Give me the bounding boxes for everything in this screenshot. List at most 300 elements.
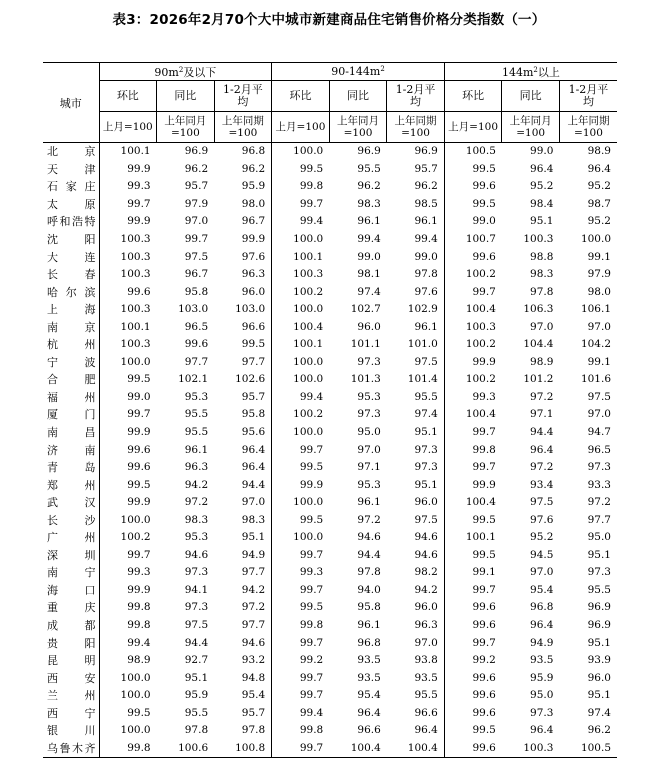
table-row	[43, 143, 617, 161]
index-value: 95.1	[184, 671, 209, 684]
measure-header: 1-2月平均	[559, 81, 617, 112]
index-value: 106.1	[580, 303, 611, 316]
index-value: 97.8	[530, 285, 554, 298]
index-value: 96.0	[414, 601, 438, 614]
index-value: 99.9	[99, 424, 157, 442]
index-value: 95.9	[530, 671, 554, 684]
index-value: 99.6	[444, 705, 502, 723]
index-value: 99.7	[444, 582, 502, 600]
index-value: 97.2	[241, 601, 266, 614]
index-value: 96.9	[184, 145, 209, 158]
index-value: 99.7	[272, 740, 330, 758]
index-value: 98.9	[587, 145, 611, 158]
table-row	[43, 547, 617, 565]
index-value: 100.0	[99, 511, 157, 529]
index-value: 93.2	[241, 654, 266, 667]
index-value: 101.0	[407, 338, 438, 351]
index-value: 96.5	[587, 443, 611, 456]
index-value: 96.4	[414, 724, 438, 737]
index-value: 100.2	[444, 371, 502, 389]
index-value: 100.3	[523, 233, 554, 245]
index-value: 100.3	[502, 740, 560, 758]
index-value: 97.5	[414, 355, 438, 368]
index-value: 96.2	[241, 162, 266, 175]
index-value: 94.9	[241, 548, 266, 561]
index-value: 96.4	[530, 619, 554, 632]
index-value: 93.3	[587, 478, 611, 491]
index-value: 95.1	[414, 478, 438, 491]
index-value: 100.3	[99, 266, 157, 284]
index-value: 94.0	[357, 583, 381, 596]
city-name: 厦门	[43, 406, 99, 424]
city-name: 广州	[43, 529, 99, 547]
index-value: 97.1	[357, 461, 381, 474]
index-value: 100.0	[272, 143, 330, 161]
index-value: 97.6	[414, 285, 438, 298]
index-value: 98.0	[241, 197, 266, 210]
index-value: 94.1	[184, 583, 209, 596]
index-value: 95.5	[184, 408, 209, 421]
index-value: 99.6	[99, 459, 157, 477]
index-value: 96.4	[357, 706, 381, 719]
index-value: 100.1	[272, 336, 330, 354]
index-value: 99.5	[272, 459, 330, 477]
index-value: 98.1	[357, 268, 381, 281]
city-name: 贵阳	[43, 634, 99, 652]
index-value: 95.2	[587, 215, 611, 228]
index-value: 99.7	[99, 547, 157, 565]
index-value: 98.9	[99, 652, 157, 670]
index-value: 96.4	[241, 443, 266, 456]
index-value: 97.7	[241, 566, 266, 579]
table-row	[43, 529, 617, 547]
index-value: 100.0	[272, 424, 330, 442]
index-value: 96.6	[241, 320, 266, 333]
index-value: 101.1	[350, 338, 381, 351]
base-header: 上年同月=100	[502, 112, 560, 143]
measure-header: 同比	[329, 81, 387, 112]
index-value: 100.0	[580, 233, 611, 245]
index-value: 97.5	[184, 250, 209, 263]
index-value: 99.9	[444, 476, 502, 494]
index-value: 99.4	[272, 213, 330, 231]
index-value: 97.4	[587, 706, 611, 719]
base-header: 上年同期=100	[387, 112, 445, 143]
index-value: 99.0	[357, 250, 381, 263]
index-value: 95.2	[530, 180, 554, 193]
index-value: 99.7	[272, 669, 330, 687]
index-value: 93.9	[587, 654, 611, 667]
index-value: 99.8	[272, 617, 330, 635]
table-row	[43, 476, 617, 494]
index-value: 95.8	[241, 408, 266, 421]
index-value: 95.1	[241, 531, 266, 544]
city-name: 郑州	[43, 476, 99, 494]
index-value: 99.0	[530, 145, 554, 158]
index-value: 100.4	[444, 301, 502, 319]
index-value: 96.9	[587, 619, 611, 632]
group-header-small: $90m^2$及以下	[99, 63, 272, 81]
index-value: 94.2	[241, 583, 266, 596]
index-value: 99.3	[99, 178, 157, 196]
index-value: 94.6	[241, 636, 266, 649]
index-value: 95.0	[530, 689, 554, 702]
index-value: 99.9	[99, 494, 157, 512]
index-value: 95.2	[587, 180, 611, 193]
index-value: 97.8	[414, 268, 438, 281]
city-name: 重庆	[43, 599, 99, 617]
index-value: 96.9	[414, 145, 438, 158]
index-value: 97.0	[184, 215, 209, 228]
table-row	[43, 266, 617, 284]
index-value: 96.3	[241, 268, 266, 281]
index-value: 99.2	[444, 652, 502, 670]
index-value: 100.2	[444, 336, 502, 354]
base-header: 上年同月=100	[157, 112, 215, 143]
index-value: 97.7	[184, 355, 209, 368]
index-value: 96.1	[414, 320, 438, 333]
index-value: 96.9	[357, 145, 381, 158]
group-header-medium: $90-144m^2$	[272, 63, 445, 81]
index-value: 97.9	[587, 268, 611, 281]
city-name: 北京	[43, 143, 99, 161]
index-value: 97.2	[184, 496, 209, 509]
index-value: 95.5	[184, 426, 209, 439]
index-value: 100.1	[272, 248, 330, 266]
index-value: 97.7	[241, 619, 266, 632]
table-row	[43, 354, 617, 372]
index-value: 97.0	[587, 320, 611, 333]
index-value: 96.7	[241, 215, 266, 228]
index-value: 99.7	[444, 424, 502, 442]
measure-header: 环比	[99, 81, 157, 112]
index-value: 96.9	[587, 601, 611, 614]
table-row	[43, 406, 617, 424]
index-value: 99.7	[99, 406, 157, 424]
index-value: 96.0	[357, 320, 381, 333]
index-value: 97.3	[587, 461, 611, 474]
city-name: 昆明	[43, 652, 99, 670]
index-value: 97.4	[357, 285, 381, 298]
table-row	[43, 371, 617, 389]
index-value: 95.7	[241, 706, 266, 719]
index-value: 97.3	[357, 355, 381, 368]
base-header: 上月=100	[444, 112, 502, 143]
index-value: 99.5	[99, 705, 157, 723]
index-value: 99.9	[241, 233, 266, 245]
index-value: 99.5	[272, 599, 330, 617]
index-value: 95.3	[357, 390, 381, 403]
index-value: 99.3	[272, 564, 330, 582]
index-value: 102.9	[407, 303, 438, 316]
index-value: 100.2	[99, 529, 157, 547]
index-value: 98.8	[530, 250, 554, 263]
index-value: 99.7	[272, 196, 330, 214]
index-value: 95.8	[357, 601, 381, 614]
table-row	[43, 705, 617, 723]
index-value: 97.3	[357, 408, 381, 421]
index-value: 95.8	[184, 285, 209, 298]
index-value: 95.4	[357, 689, 381, 702]
index-value: 95.1	[414, 426, 438, 439]
index-value: 99.5	[272, 511, 330, 529]
table-row	[43, 318, 617, 336]
table-row	[43, 424, 617, 442]
index-value: 97.9	[184, 197, 209, 210]
city-name: 济南	[43, 441, 99, 459]
index-value: 99.9	[272, 476, 330, 494]
city-name: 南京	[43, 318, 99, 336]
index-value: 95.7	[414, 162, 438, 175]
header-row-groups	[43, 63, 617, 81]
index-value: 93.5	[357, 654, 381, 667]
table-row	[43, 161, 617, 179]
index-value: 96.5	[184, 320, 209, 333]
index-value: 98.9	[530, 355, 554, 368]
table-row	[43, 231, 617, 249]
table-row	[43, 599, 617, 617]
index-value: 100.0	[99, 354, 157, 372]
index-value: 100.2	[444, 266, 502, 284]
index-value: 99.4	[414, 233, 438, 245]
index-value: 95.5	[184, 706, 209, 719]
index-value: 99.3	[99, 564, 157, 582]
index-value: 100.0	[272, 354, 330, 372]
index-value: 97.3	[414, 461, 438, 474]
index-value: 97.3	[184, 601, 209, 614]
index-value: 97.2	[530, 461, 554, 474]
index-value: 97.2	[587, 496, 611, 509]
index-value: 99.0	[444, 213, 502, 231]
index-value: 96.3	[414, 619, 438, 632]
city-name: 杭州	[43, 336, 99, 354]
index-value: 99.5	[444, 722, 502, 740]
index-value: 97.2	[357, 513, 381, 526]
index-value: 95.1	[530, 215, 554, 228]
index-value: 99.6	[99, 283, 157, 301]
index-value: 95.4	[241, 689, 266, 702]
table-row	[43, 178, 617, 196]
index-value: 95.7	[184, 180, 209, 193]
index-value: 96.1	[414, 215, 438, 228]
index-value: 100.6	[157, 740, 215, 758]
index-value: 99.6	[444, 599, 502, 617]
index-value: 100.4	[272, 318, 330, 336]
index-value: 99.9	[444, 354, 502, 372]
header-row-measures	[43, 81, 617, 112]
index-value: 95.4	[530, 583, 554, 596]
city-name: 深圳	[43, 547, 99, 565]
index-value: 93.5	[530, 654, 554, 667]
index-value: 95.1	[587, 636, 611, 649]
index-value: 100.5	[444, 143, 502, 161]
index-value: 97.3	[184, 566, 209, 579]
index-value: 103.0	[178, 303, 209, 316]
index-value: 99.7	[444, 459, 502, 477]
city-name: 南昌	[43, 424, 99, 442]
index-value: 100.4	[387, 740, 445, 758]
table-row	[43, 564, 617, 582]
index-value: 97.2	[530, 390, 554, 403]
city-name: 海口	[43, 582, 99, 600]
index-value: 94.8	[241, 671, 266, 684]
city-name: 大连	[43, 248, 99, 266]
index-value: 95.9	[241, 180, 266, 193]
index-value: 98.0	[587, 285, 611, 298]
index-value: 97.3	[530, 706, 554, 719]
index-value: 100.4	[444, 494, 502, 512]
index-value: 93.8	[414, 654, 438, 667]
index-value: 93.5	[357, 671, 381, 684]
index-value: 100.7	[444, 231, 502, 249]
group-header-large: $144m^2$以上	[444, 63, 617, 81]
city-name: 上海	[43, 301, 99, 319]
index-value: 99.7	[272, 582, 330, 600]
index-value: 99.5	[444, 161, 502, 179]
index-value: 96.4	[530, 724, 554, 737]
table-row	[43, 652, 617, 670]
index-value: 99.6	[444, 178, 502, 196]
index-value: 97.7	[587, 513, 611, 526]
index-value: 95.6	[241, 426, 266, 439]
index-value: 100.5	[559, 740, 617, 758]
index-value: 100.1	[99, 143, 157, 161]
measure-header: 环比	[272, 81, 330, 112]
table-row	[43, 634, 617, 652]
index-value: 100.3	[99, 248, 157, 266]
index-value: 96.4	[587, 162, 611, 175]
index-value: 99.8	[272, 178, 330, 196]
index-value: 103.0	[235, 303, 266, 316]
index-value: 95.0	[357, 426, 381, 439]
table-body	[43, 143, 617, 758]
table-row	[43, 494, 617, 512]
index-value: 99.6	[444, 617, 502, 635]
index-value: 101.6	[580, 373, 611, 386]
index-value: 94.9	[530, 636, 554, 649]
index-value: 97.0	[241, 496, 266, 509]
index-value: 97.6	[530, 513, 554, 526]
index-value: 100.0	[272, 494, 330, 512]
base-header: 上年同月=100	[329, 112, 387, 143]
base-header: 上月=100	[272, 112, 330, 143]
index-value: 99.8	[99, 740, 157, 758]
index-value: 97.4	[414, 408, 438, 421]
city-name: 天津	[43, 161, 99, 179]
index-value: 99.4	[357, 233, 381, 245]
index-value: 100.3	[444, 318, 502, 336]
index-value: 102.1	[178, 373, 209, 386]
index-value: 96.6	[357, 724, 381, 737]
index-value: 100.8	[214, 740, 272, 758]
index-value: 99.7	[272, 687, 330, 705]
index-value: 99.5	[241, 338, 266, 351]
index-value: 95.5	[414, 390, 438, 403]
table-row	[43, 283, 617, 301]
city-name: 呼和浩特	[43, 213, 99, 231]
index-value: 99.6	[444, 740, 502, 758]
index-value: 99.4	[99, 634, 157, 652]
index-value: 94.4	[357, 548, 381, 561]
index-value: 95.0	[587, 531, 611, 544]
index-value: 99.0	[99, 389, 157, 407]
header-row-bases	[43, 112, 617, 143]
index-value: 94.6	[414, 548, 438, 561]
index-value: 99.5	[444, 547, 502, 565]
city-name: 沈阳	[43, 231, 99, 249]
city-name: 兰州	[43, 687, 99, 705]
index-value: 97.0	[587, 408, 611, 421]
index-value: 97.7	[241, 355, 266, 368]
index-value: 98.4	[530, 197, 554, 210]
index-value: 96.8	[241, 145, 266, 158]
index-value: 96.0	[241, 285, 266, 298]
table-row	[43, 617, 617, 635]
index-value: 96.0	[414, 496, 438, 509]
index-value: 96.2	[414, 180, 438, 193]
index-value: 99.2	[272, 652, 330, 670]
index-value: 95.9	[184, 689, 209, 702]
city-name: 宁波	[43, 354, 99, 372]
index-value: 93.5	[414, 671, 438, 684]
index-value: 100.0	[272, 231, 330, 249]
index-value: 98.3	[241, 513, 266, 526]
index-value: 96.2	[184, 162, 209, 175]
index-value: 99.9	[99, 582, 157, 600]
index-value: 99.6	[444, 669, 502, 687]
city-name: 长沙	[43, 511, 99, 529]
index-value: 95.3	[357, 478, 381, 491]
index-value: 100.2	[272, 283, 330, 301]
index-value: 95.5	[357, 162, 381, 175]
index-value: 99.5	[444, 511, 502, 529]
index-value: 97.5	[530, 496, 554, 509]
index-value: 99.0	[414, 250, 438, 263]
table-row	[43, 389, 617, 407]
city-name: 武汉	[43, 494, 99, 512]
index-value: 95.2	[530, 531, 554, 544]
city-column-header: 城市	[43, 63, 99, 143]
index-value: 99.7	[272, 547, 330, 565]
index-value: 98.3	[357, 197, 381, 210]
index-value: 96.1	[357, 215, 381, 228]
city-name: 西安	[43, 669, 99, 687]
index-value: 96.4	[530, 443, 554, 456]
index-value: 94.6	[414, 531, 438, 544]
table-row	[43, 441, 617, 459]
index-value: 96.1	[357, 496, 381, 509]
index-value: 95.3	[184, 390, 209, 403]
index-value: 99.4	[272, 389, 330, 407]
base-header: 上年同期=100	[214, 112, 272, 143]
index-value: 99.1	[587, 355, 611, 368]
index-value: 98.2	[414, 566, 438, 579]
city-name: 银川	[43, 722, 99, 740]
index-value: 95.1	[587, 548, 611, 561]
index-value: 96.3	[184, 461, 209, 474]
index-value: 99.9	[99, 161, 157, 179]
index-value: 97.8	[357, 566, 381, 579]
price-index-table	[43, 62, 617, 758]
index-value: 99.8	[444, 441, 502, 459]
measure-header: 同比	[157, 81, 215, 112]
measure-header: 1-2月平均	[387, 81, 445, 112]
index-value: 99.7	[444, 283, 502, 301]
index-value: 99.5	[99, 371, 157, 389]
index-value: 94.5	[530, 548, 554, 561]
index-value: 104.4	[523, 338, 554, 351]
table-row	[43, 213, 617, 231]
